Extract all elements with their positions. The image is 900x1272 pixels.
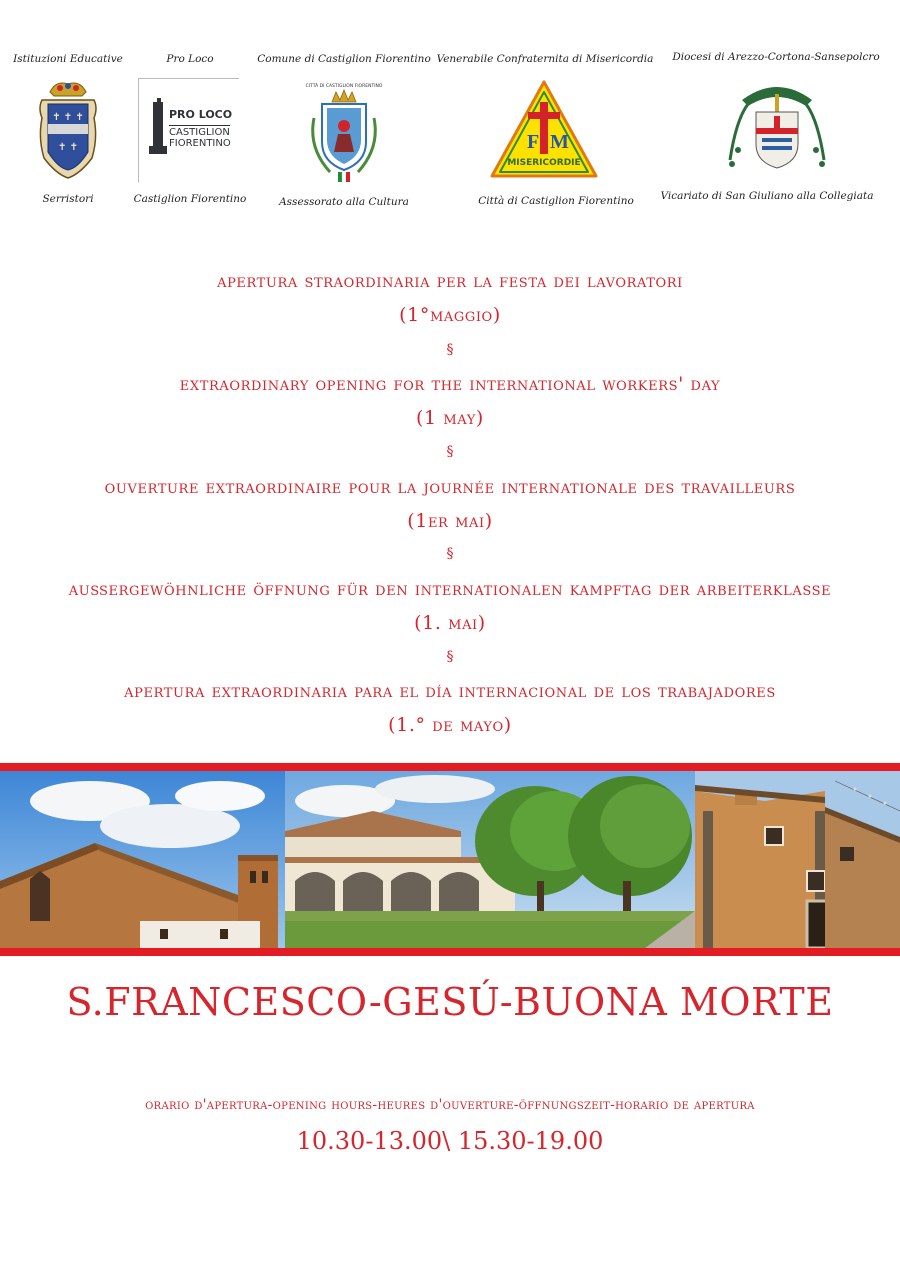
bottom-red-band — [0, 948, 900, 956]
page-title: S.FRANCESCO-GESÚ-BUONA MORTE — [66, 980, 834, 1024]
announcement-it-date: (1°maggio) — [399, 304, 501, 326]
coat-of-arms-serristori-icon — [36, 78, 100, 182]
pro-loco-text-2: CASTIGLION — [169, 127, 230, 138]
city-crest-text: CITTÀ DI CASTIGLION FIORENTINO — [305, 84, 383, 89]
section-separator: § — [446, 546, 454, 562]
church-gesu-photo-icon — [285, 771, 695, 948]
announcement-es: apertura extraordinaria para el día internacional de los trabajadores — [124, 680, 776, 702]
logo-5-caption-bottom: Vicariato di San Giuliano alla Collegiata — [660, 190, 874, 202]
logo-4-caption-top: Venerabile Confraternita di Misericordia — [436, 53, 654, 65]
logo-5-caption-top: Diocesi di Arezzo-Cortona-Sansepolcro — [672, 51, 880, 63]
logo-3-caption-top: Comune di Castiglion Fiorentino — [257, 53, 431, 65]
svg-text:M: M — [550, 131, 569, 153]
logo-4-caption-bottom: Città di Castiglion Fiorentino — [478, 195, 634, 207]
announcement-fr-date: (1er mai) — [407, 510, 493, 532]
announcement-en: extraordinary opening for the international workers' day — [179, 373, 721, 395]
top-red-band — [0, 763, 900, 771]
city-crest-icon — [300, 78, 388, 188]
announcement-de-date: (1. mai) — [414, 612, 486, 634]
logo-1-caption-top: Istituzioni Educative — [13, 53, 123, 65]
church-buona-morte-photo-icon — [695, 771, 900, 948]
church-san-francesco-photo-icon — [0, 771, 285, 948]
opening-hours: 10.30-13.00\ 15.30-19.00 — [296, 1127, 604, 1155]
logo-2-caption-top: Pro Loco — [166, 53, 214, 65]
section-separator: § — [446, 444, 454, 460]
section-separator: § — [446, 649, 454, 665]
announcement-fr: ouverture extraordinaire pour la journée internationale des travailleurs — [104, 476, 796, 498]
announcement-de: außergewöhnliche öffnung für den internationalen kampftag der arbeiterklasse — [68, 578, 832, 600]
pro-loco-logo-icon — [138, 78, 239, 182]
logo-2-caption-bottom: Castiglion Fiorentino — [133, 193, 247, 205]
misericordie-text: MISERICORDIE — [507, 158, 581, 168]
opening-hours-label: orario d'apertura-opening hours-heures d'ouverture-öffnungszeit-horario de apertura — [145, 1097, 755, 1113]
svg-text:✝ ✝: ✝ ✝ — [58, 142, 78, 153]
announcement-es-date: (1.° de mayo) — [388, 714, 512, 736]
announcement-en-date: (1 may) — [416, 407, 484, 429]
pro-loco-text-3: FIORENTINO — [169, 138, 231, 149]
svg-text:F: F — [527, 131, 540, 153]
misericordie-logo-icon — [490, 78, 598, 182]
pro-loco-text-1: PRO LOCO — [169, 108, 233, 121]
logo-3-caption-bottom: Assessorato alla Cultura — [279, 196, 409, 208]
bishop-coat-of-arms-icon — [722, 80, 832, 176]
section-separator: § — [446, 342, 454, 358]
logo-1-caption-bottom: Serristori — [42, 193, 94, 205]
announcement-it: apertura straordinaria per la festa dei lavoratori — [217, 270, 683, 292]
svg-text:✝ ✝ ✝: ✝ ✝ ✝ — [52, 112, 84, 123]
